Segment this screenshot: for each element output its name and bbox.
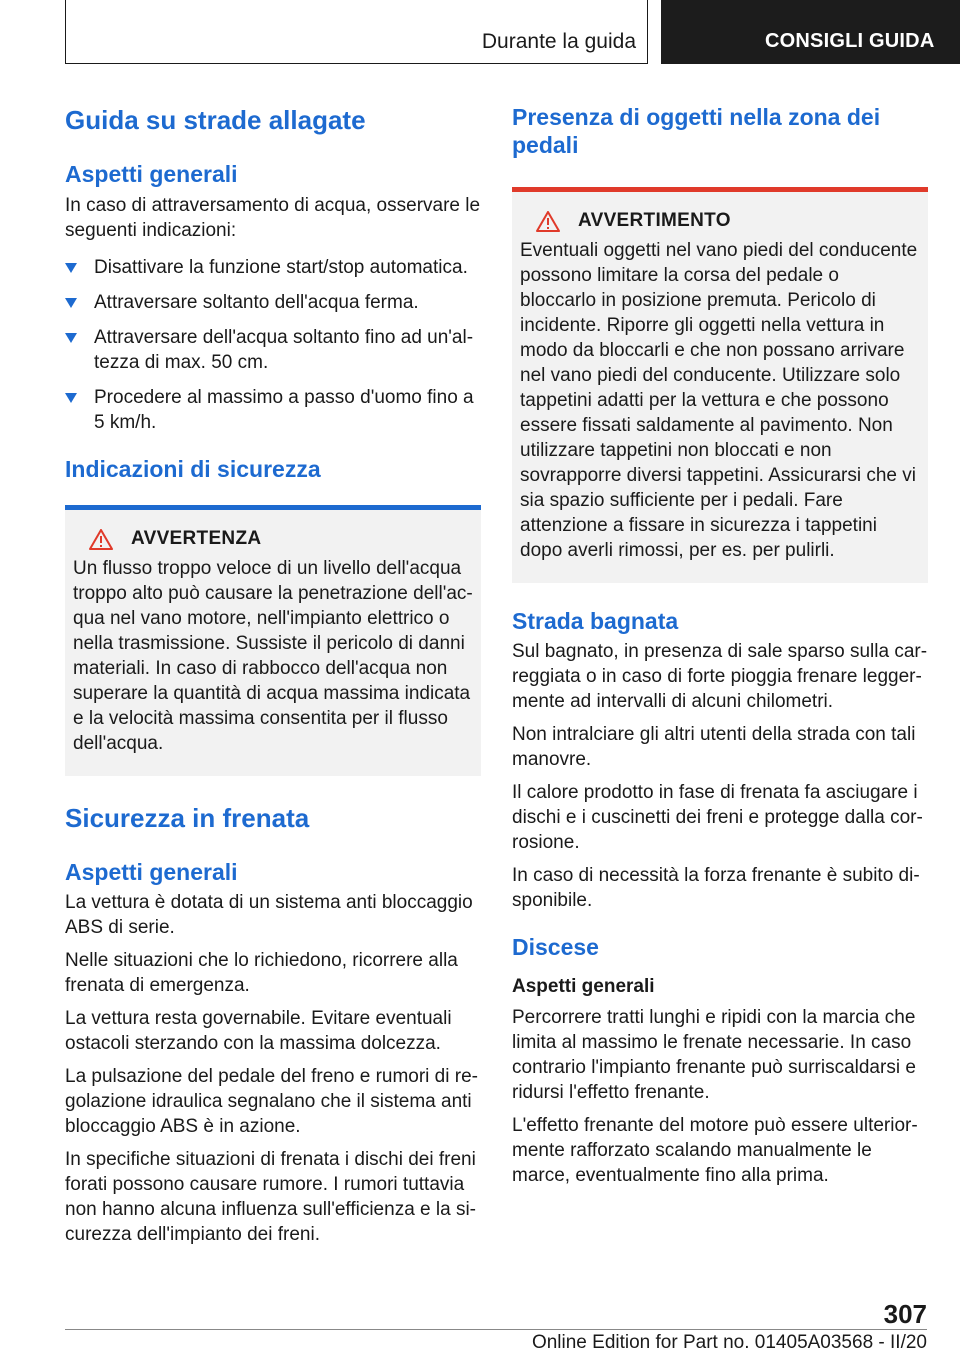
descent-paragraph: L'effetto frenante del motore può essere ulteriormente rafforzato scalando manualmente le marce, eventualmente fino alla prima. [512,1115,918,1186]
heading-general-aspects-1: Aspetti generali [65,161,238,187]
warning-text: Eventuali oggetti nel vano piedi del conducente possono limitare la corsa del pedale o bloccarlo in posizione premuta. Pericolo di incidente. Riporre gli oggetti nella vettura in modo da bloccarli e che non possano arrivare nel vano piedi del conducente. Utilizzare solo tappetini adatti per la vettura e che possono essere fissati saldamente al pavimento. Non utilizzare tappetini non bloccati e non sovrapporre diversi tappetini. Assicurarsi che vi sia spazio sufficiente per i pedali. Fare attenzione a fissare in sicurezza i tappetini dopo averli rimossi, per es. per pulirli. [520,240,918,561]
warning-label: AVVERTENZA [131,528,262,549]
braking-paragraph: Nelle situazioni che lo richiedono, ricorrere alla frenata di emergenza. [65,950,458,996]
warning-title [73,528,473,550]
warning-triangle-icon [89,529,113,550]
braking-paragraph: La vettura resta governabile. Evitare eventuali ostacoli sterzando con la massima dolcezza. [65,1008,452,1054]
heading-braking-safety: Sicurezza in frenata [65,803,310,833]
warning-box-flood [65,505,481,776]
braking-paragraph: In specifiche situazioni di frenata i dischi dei freni forati possono causare rumore. I rumori tuttavia non hanno alcuna influenza sull'efficienza e la sicurezza dell'impianto dei freni. [65,1149,476,1245]
triangle-bullet-icon [65,298,77,308]
heading-pedal-objects: Presenza di oggetti nella zona dei pedali [512,104,881,158]
wet-paragraph: Non intralciare gli altri utenti della strada con tali manovre. [512,724,916,770]
header-chapter-label: CONSIGLI GUIDA [765,30,935,52]
heading-flooded-roads: Guida su strade allagate [65,105,366,135]
braking-paragraph: La pulsazione del pedale del freno e rumori di regolazione idraulica segnalano che il sistema anti bloccaggio ABS è in azione. [65,1066,478,1137]
warning-triangle-icon [536,211,560,232]
page-number: 307 [883,1299,927,1329]
descent-paragraph: Percorrere tratti lunghi e ripidi con la marcia che limita al massimo le frenate necessarie. In caso contrario l'impianto frenante può surriscaldarsi e ridursi l'effetto frenante. [512,1007,916,1103]
braking-paragraph: La vettura è dotata di un sistema anti bloccaggio ABS di serie. [65,892,473,938]
wet-paragraph: In caso di necessità la forza frenante è subito disponibile. [512,865,920,911]
warning-box-pedals [512,187,928,583]
warning-title [520,210,920,232]
list-item: Attraversare soltanto dell'acqua ferma. [65,290,481,315]
wet-paragraph: Il calore prodotto in fase di frenata fa asciugare i dischi e i cuscinetti dei freni e protegge dalla corrosione. [512,782,923,853]
heading-safety-notes: Indicazioni di sicurezza [65,456,321,482]
flood-instructions-list [65,255,481,435]
warning-text: Un flusso troppo veloce di un livello dell'acqua troppo alto può causare la penetrazione dell'acqua nel vano motore, nell'impianto elettrico o nella trasmissione. Sussiste il pericolo di danni materiali. In caso di rabbocco dell'acqua non superare la quantità di acqua massima indicata e la velocità massima consentita per il flusso dell'acqua. [73,558,473,754]
flood-intro: In caso di attraversamento di acqua, osservare le seguenti indicazioni: [65,195,481,241]
left-column [65,100,481,1255]
list-item: Procedere al massimo a passo d'uomo fino a 5 km/h. [65,385,481,435]
header-chapter-tab [661,0,960,64]
triangle-bullet-icon [65,263,77,273]
warning-label: AVVERTIMENTO [578,210,731,231]
list-item: Disattivare la funzione start/stop automatica. [65,255,481,280]
right-column [512,100,928,1196]
header-section-title: Durante la guida [481,30,636,53]
heading-general-aspects-3: Aspetti generali [512,976,655,997]
footer-edition: Online Edition for Part no. 01405A03568 - II/20 [531,1332,927,1353]
heading-general-aspects-2: Aspetti generali [65,859,238,885]
wet-paragraph: Sul bagnato, in presenza di sale sparso sulla carreggiata o in caso di forte pioggia frenare leggermente ad intervalli di alcuni chilometri. [512,641,928,712]
heading-wet-road: Strada bagnata [512,608,679,634]
triangle-bullet-icon [65,333,77,343]
triangle-bullet-icon [65,393,77,403]
list-item: Attraversare dell'acqua soltanto fino ad un'altezza di max. 50 cm. [65,325,481,375]
footer-divider [65,1329,927,1330]
heading-descents: Discese [512,934,599,960]
